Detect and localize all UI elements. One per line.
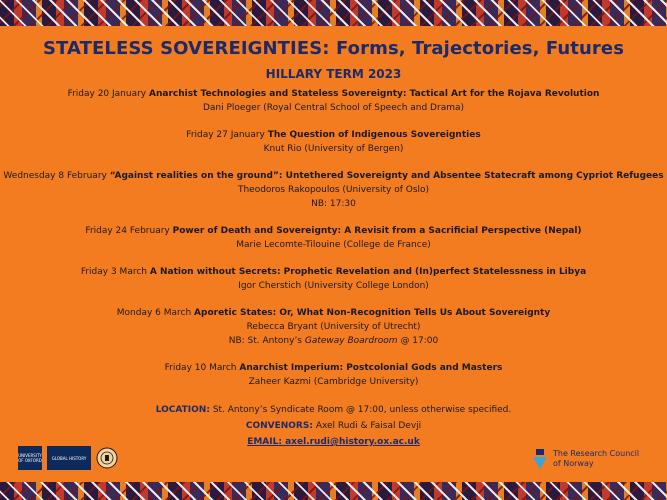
global-history-logo <box>47 446 91 470</box>
note-prefix: NB: St. Antony’s <box>228 336 305 346</box>
email-label: EMAIL: <box>247 437 282 447</box>
note-venue: Gateway Boardroom <box>304 336 398 346</box>
email-address[interactable]: axel.rudi@history.ox.ac.uk <box>281 437 420 447</box>
event-speaker: Theodoros Rakopoulos (University of Oslo) <box>237 185 430 195</box>
event-item <box>0 169 667 211</box>
partner-logos <box>18 446 118 470</box>
event-title: Anarchist Technologies and Stateless Sovereignty: Tactical Art for the Rojava Revolution <box>149 89 600 99</box>
term-heading: HILLARY TERM 2023 <box>265 67 402 81</box>
event-note <box>0 334 667 348</box>
event-item <box>0 306 667 348</box>
event-speaker: Knut Rio (University of Bergen) <box>263 144 404 154</box>
event-date: Friday 3 March <box>80 267 147 277</box>
event-speaker: Igor Cherstich (University College London) <box>238 281 429 291</box>
research-council-logo <box>533 449 639 469</box>
seal-icon <box>96 447 118 469</box>
convenors-label: CONVENORS: <box>245 421 313 431</box>
event-date: Wednesday 8 February <box>3 171 107 181</box>
event-speaker: Zaheer Kazmi (Cambridge University) <box>248 377 419 387</box>
event-speaker: Marie Lecomte-Tilouine (College de France) <box>236 240 431 250</box>
event-date: Friday 20 January <box>67 89 147 99</box>
event-item <box>0 87 667 115</box>
event-title: The Question of Indigenous Sovereignties <box>267 130 481 140</box>
event-date: Friday 24 February <box>85 226 170 236</box>
event-date: Friday 27 January <box>186 130 265 140</box>
email-link[interactable] <box>247 437 420 447</box>
event-note: NB: 17:30 <box>311 199 356 209</box>
poster-content <box>0 30 667 450</box>
event-speaker: Dani Ploeger (Royal Central School of Speech and Drama) <box>202 103 464 113</box>
event-title: Anarchist Imperium: Postcolonial Gods and Masters <box>239 363 503 373</box>
global-history-logo-text: GLOBAL HISTORY <box>51 455 87 461</box>
event-item <box>0 224 667 252</box>
convenors-text: Axel Rudi & Faisal Devji <box>312 421 422 431</box>
location-text: St. Antony’s Syndicate Room @ 17:00, unless otherwise specified. <box>209 405 512 415</box>
oxford-logo-text: UNIVERSITY OF OXFORD <box>18 453 42 463</box>
page-title: STATELESS SOVEREIGNTIES: Forms, Trajectories, Futures <box>42 38 625 59</box>
rcn-line1: The Research Council <box>553 449 640 458</box>
event-title: Aporetic States: Or, What Non-Recognition Tells Us About Sovereignty <box>194 308 551 318</box>
rcn-line2: of Norway <box>553 459 594 468</box>
event-title: A Nation without Secrets: Prophetic Revelation and (In)perfect Statelessness in Libya <box>149 267 587 277</box>
location-line <box>0 402 667 418</box>
oxford-logo <box>18 446 42 470</box>
rcn-text <box>553 449 639 469</box>
decorative-border-top <box>0 0 667 26</box>
event-item <box>0 361 667 389</box>
event-title: “Against realities on the ground”: Untethered Sovereignty and Absentee Statecraft among Cypriot Refugees <box>109 171 664 181</box>
rcn-icon <box>533 449 547 469</box>
event-item <box>0 128 667 156</box>
event-date: Monday 6 March <box>116 308 192 318</box>
convenors-line <box>0 418 667 434</box>
location-label: LOCATION: <box>155 405 210 415</box>
event-date: Friday 10 March <box>164 363 237 373</box>
event-title: Power of Death and Sovereignty: A Revisit from a Sacrificial Perspective (Nepal) <box>172 226 582 236</box>
event-speaker: Rebecca Bryant (University of Utrecht) <box>246 322 421 332</box>
decorative-border-bottom <box>0 482 667 500</box>
note-suffix: @ 17:00 <box>397 336 439 346</box>
event-item <box>0 265 667 293</box>
